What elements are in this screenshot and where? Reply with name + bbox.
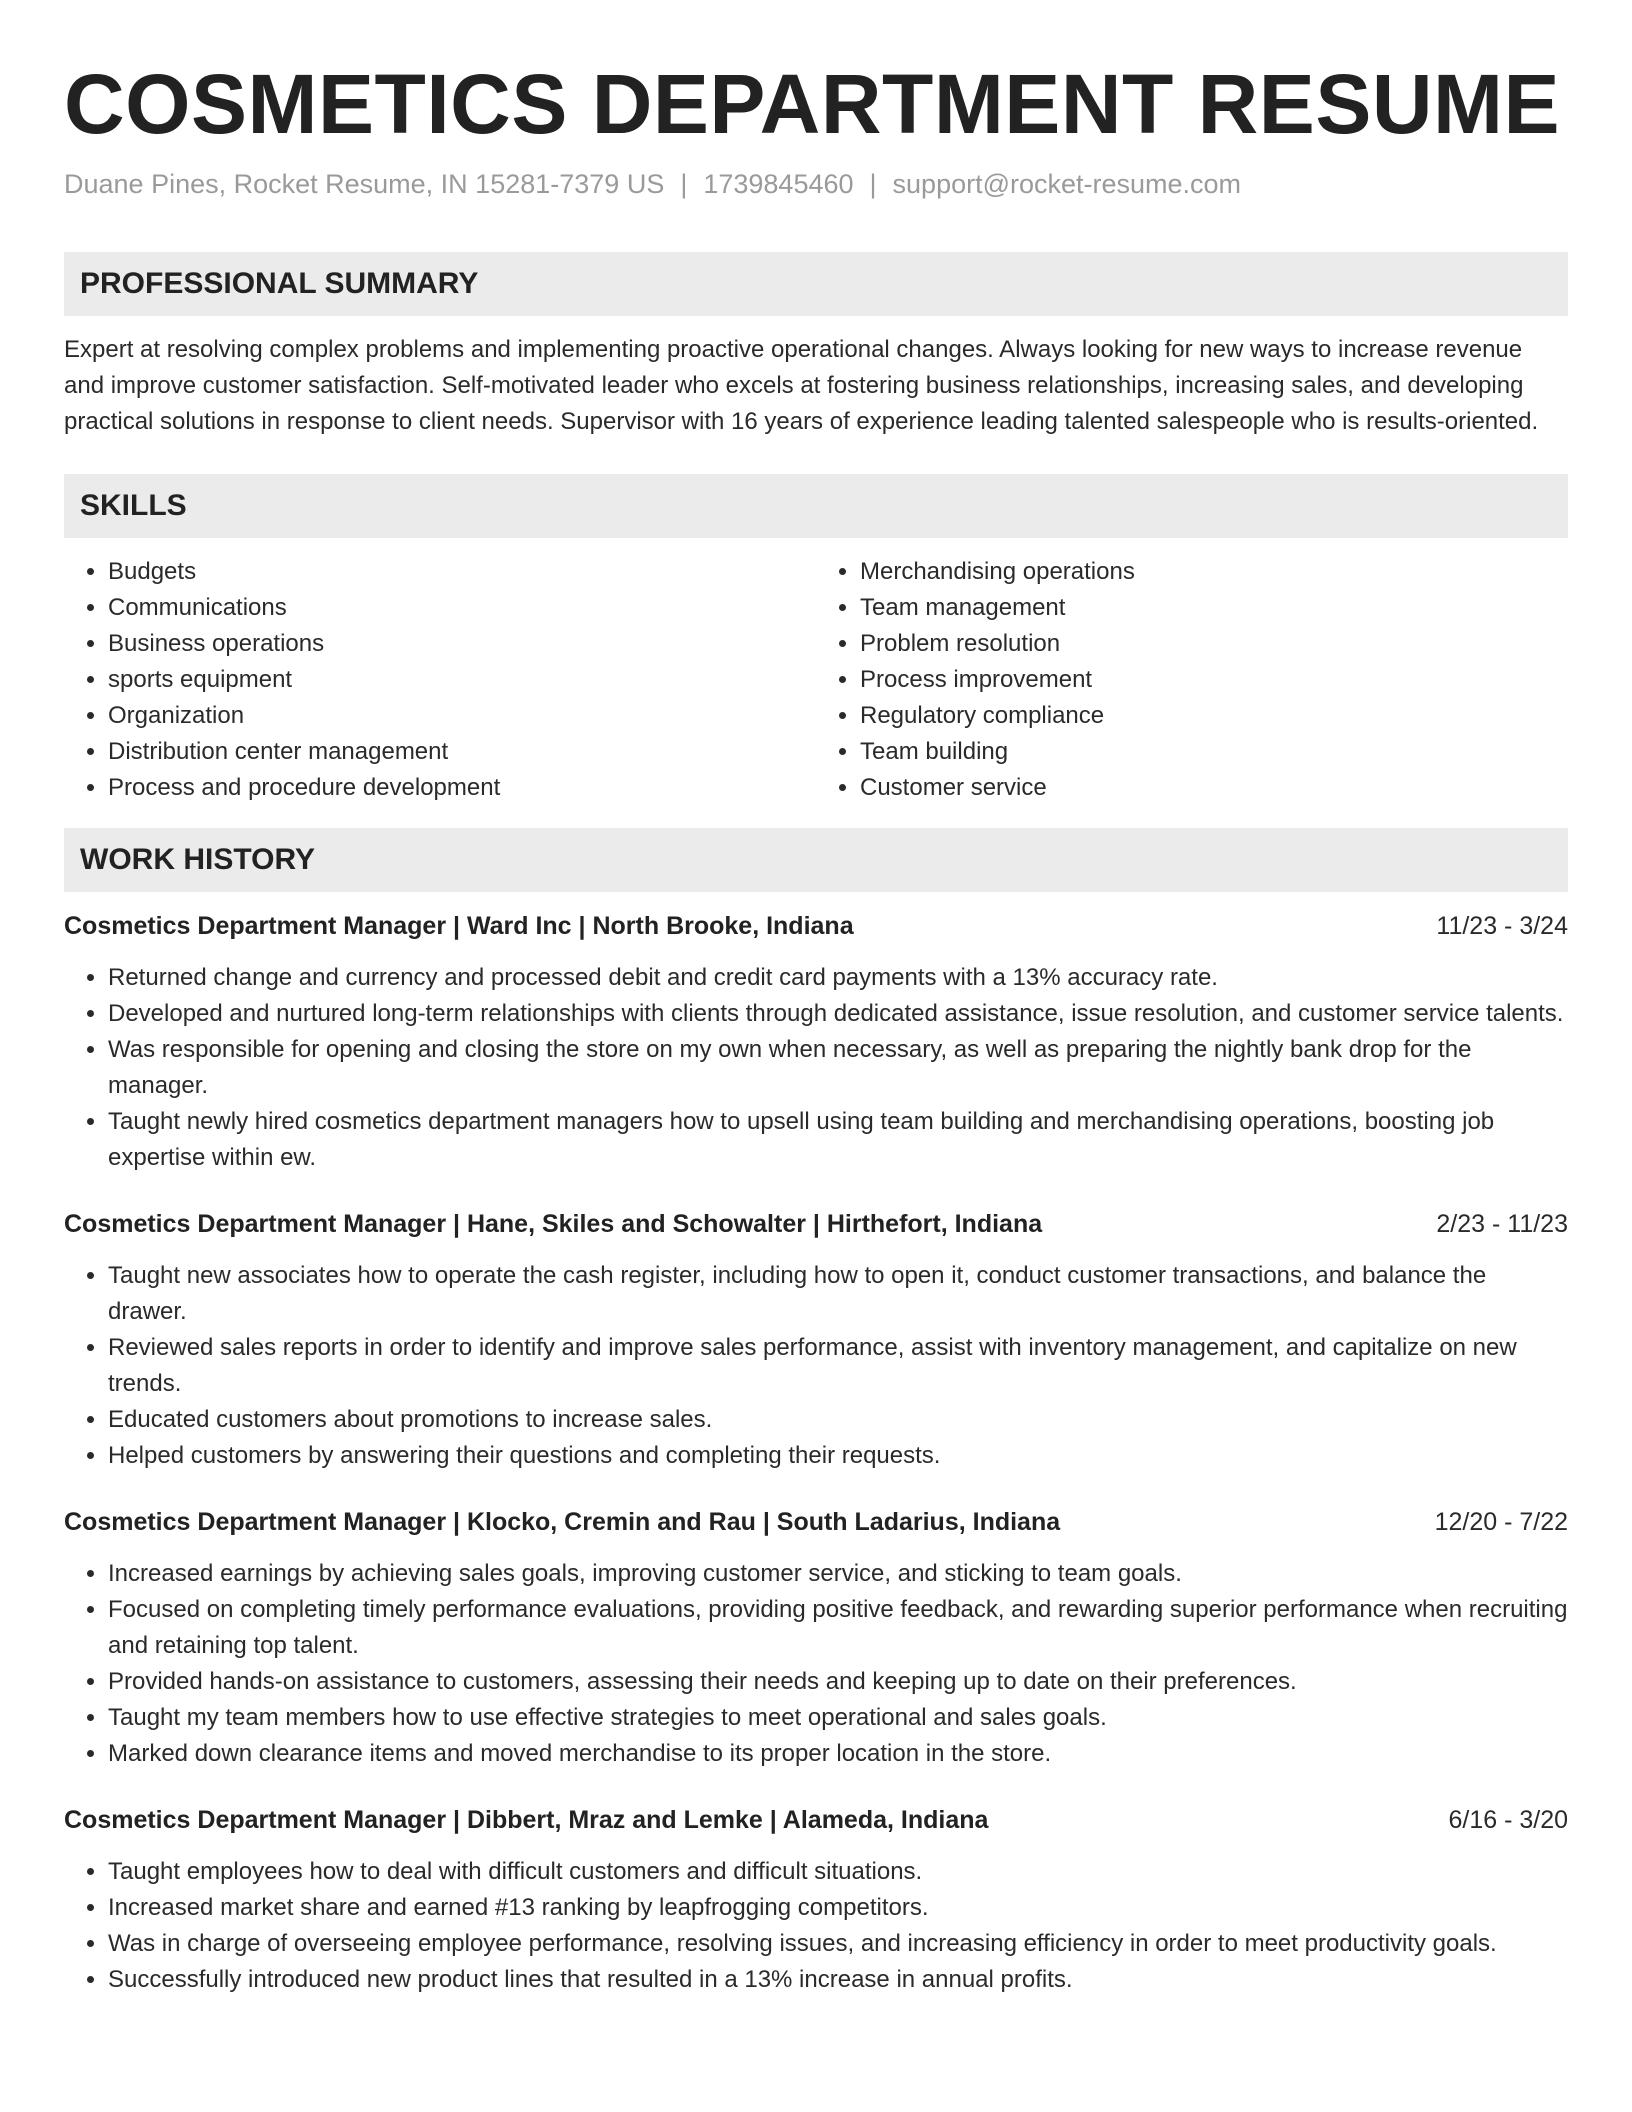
job-bullet: • Taught newly hired cosmetics department managers how to upsell using team building and merchandising operations, boosting job expertise within ew. <box>108 1104 1568 1176</box>
contact-separator: | <box>869 169 877 199</box>
skills-list <box>64 554 1568 806</box>
job-bullet-list <box>64 1258 1568 1474</box>
resume-title: COSMETICS DEPARTMENT RESUME <box>64 57 1561 151</box>
job-header <box>64 1802 1568 1838</box>
contact-phone: 1739845460 <box>703 169 854 199</box>
skill-item: • Process and procedure development <box>108 770 816 806</box>
job-dates: 11/23 - 3/24 <box>1436 912 1568 940</box>
skill-item: • sports equipment <box>108 662 816 698</box>
job-bullet: • Helped customers by answering their questions and completing their requests. <box>108 1438 1568 1474</box>
job-title: Cosmetics Department Manager | Ward Inc | North Brooke, Indiana <box>64 912 854 940</box>
job-dates: 12/20 - 7/22 <box>1434 1508 1568 1536</box>
job-dates: 2/23 - 11/23 <box>1436 1210 1568 1238</box>
job-title: Cosmetics Department Manager | Klocko, Cremin and Rau | South Ladarius, Indiana <box>64 1508 1061 1536</box>
contact-line <box>64 166 1568 202</box>
job-bullet: • Increased market share and earned #13 ranking by leapfrogging competitors. <box>108 1890 1568 1926</box>
skill-item: • Merchandising operations <box>860 554 1568 590</box>
skill-item: • Team building <box>860 734 1568 770</box>
job-entry <box>64 1206 1568 1474</box>
job-bullet: • Focused on completing timely performance evaluations, providing positive feedback, and rewarding superior performance when recruiting and retaining top talent. <box>108 1592 1568 1664</box>
job-bullet: • Successfully introduced new product lines that resulted in a 13% increase in annual profits. <box>108 1962 1568 1998</box>
work-history-heading: WORK HISTORY <box>64 828 1568 892</box>
job-bullet: • Marked down clearance items and moved merchandise to its proper location in the store. <box>108 1736 1568 1772</box>
job-bullet: • Increased earnings by achieving sales goals, improving customer service, and sticking to team goals. <box>108 1556 1568 1592</box>
contact-address: Duane Pines, Rocket Resume, IN 15281-7379 US <box>64 169 665 199</box>
skill-item: • Distribution center management <box>108 734 816 770</box>
job-bullet-list <box>64 960 1568 1176</box>
job-header <box>64 908 1568 944</box>
skill-item: • Regulatory compliance <box>860 698 1568 734</box>
job-bullet: • Developed and nurtured long-term relationships with clients through dedicated assistance, issue resolution, and customer service talents. <box>108 996 1568 1032</box>
job-bullet: • Taught my team members how to use effective strategies to meet operational and sales goals. <box>108 1700 1568 1736</box>
skill-item: • Budgets <box>108 554 816 590</box>
skill-item: • Process improvement <box>860 662 1568 698</box>
job-header <box>64 1206 1568 1242</box>
job-bullet-list <box>64 1854 1568 1998</box>
job-bullet: • Was responsible for opening and closing the store on my own when necessary, as well as preparing the nightly bank drop for the manager. <box>108 1032 1568 1104</box>
professional-summary-heading: PROFESSIONAL SUMMARY <box>64 252 1568 316</box>
job-bullet-list <box>64 1556 1568 1772</box>
skill-item: • Team management <box>860 590 1568 626</box>
job-dates: 6/16 - 3/20 <box>1448 1806 1568 1834</box>
job-bullet: • Provided hands-on assistance to customers, assessing their needs and keeping up to date on their preferences. <box>108 1664 1568 1700</box>
job-bullet: • Reviewed sales reports in order to identify and improve sales performance, assist with inventory management, and capitalize on new trends. <box>108 1330 1568 1402</box>
skill-item: • Business operations <box>108 626 816 662</box>
skill-item: • Customer service <box>860 770 1568 806</box>
job-bullet: • Taught new associates how to operate the cash register, including how to open it, conduct customer transactions, and balance the drawer. <box>108 1258 1568 1330</box>
skill-item: • Organization <box>108 698 816 734</box>
contact-email[interactable]: support@rocket-resume.com <box>892 169 1242 199</box>
professional-summary-text: Expert at resolving complex problems and implementing proactive operational changes. Always looking for new ways to increase revenue and improve customer satisfaction. Self-motivated leader who excels at fostering business relationships, increasing sales, and developing practical solutions in response to client needs. Supervisor with 16 years of experience leading talented salespeople who is results-oriented. <box>64 336 1539 435</box>
job-entry <box>64 1802 1568 1998</box>
work-history-list <box>64 908 1568 1998</box>
job-entry <box>64 908 1568 1176</box>
job-bullet: • Educated customers about promotions to increase sales. <box>108 1402 1568 1438</box>
skill-item: • Communications <box>108 590 816 626</box>
job-title: Cosmetics Department Manager | Dibbert, Mraz and Lemke | Alameda, Indiana <box>64 1806 989 1834</box>
job-title: Cosmetics Department Manager | Hane, Skiles and Schowalter | Hirthefort, Indiana <box>64 1210 1043 1238</box>
job-bullet: • Taught employees how to deal with difficult customers and difficult situations. <box>108 1854 1568 1890</box>
job-entry <box>64 1504 1568 1772</box>
skill-item: • Problem resolution <box>860 626 1568 662</box>
contact-separator: | <box>680 169 688 199</box>
skills-column-left <box>64 554 816 806</box>
skills-heading: SKILLS <box>64 474 1568 538</box>
job-bullet: • Returned change and currency and processed debit and credit card payments with a 13% accuracy rate. <box>108 960 1568 996</box>
job-bullet: • Was in charge of overseeing employee performance, resolving issues, and increasing efficiency in order to meet productivity goals. <box>108 1926 1568 1962</box>
skills-column-right <box>816 554 1568 806</box>
job-header <box>64 1504 1568 1540</box>
